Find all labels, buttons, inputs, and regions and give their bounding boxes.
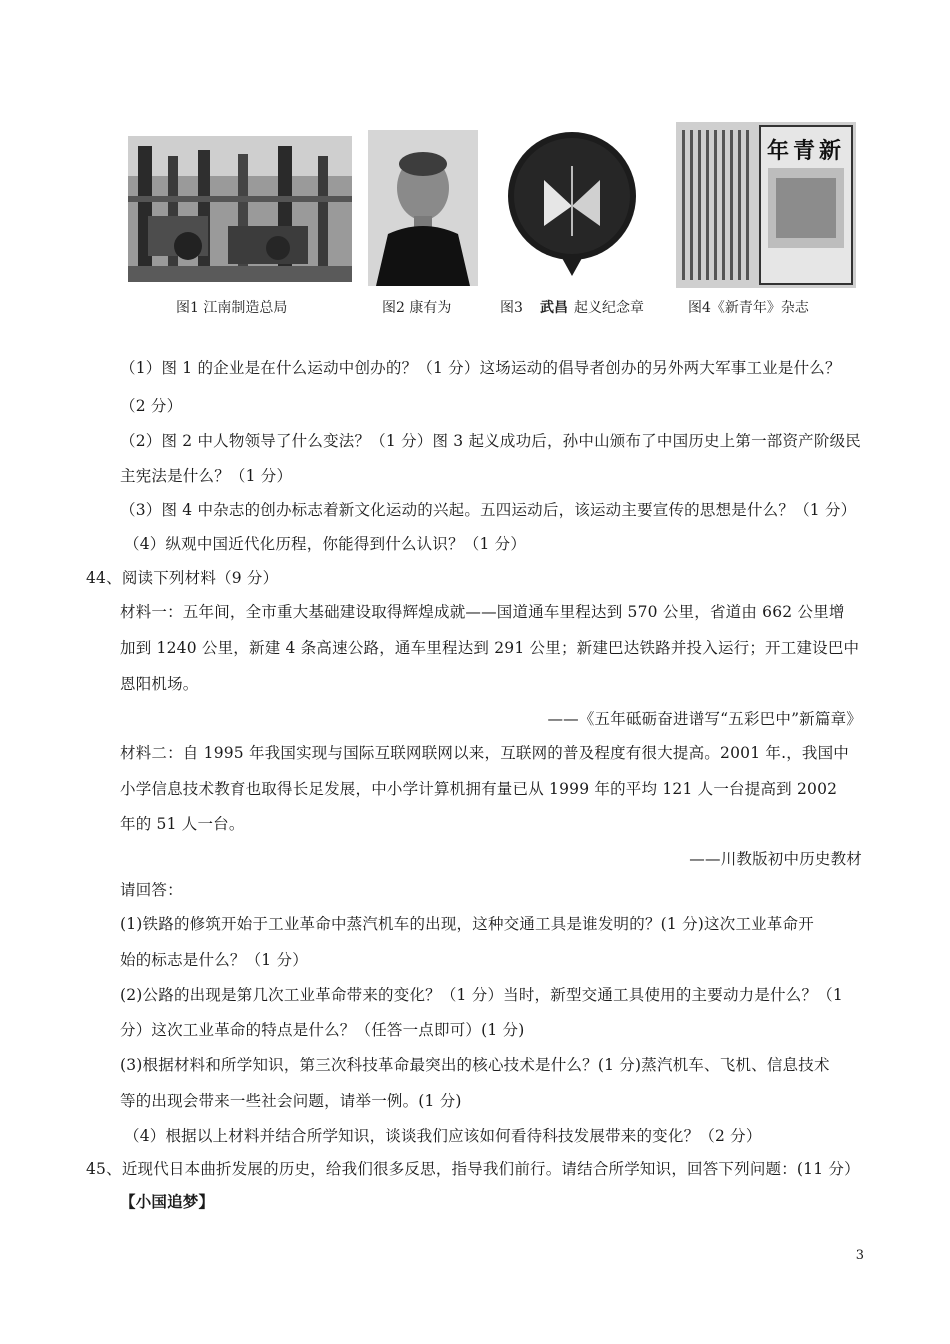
q44-material-1-source: ——《五年砥砺奋进谱写“五彩巴中”新篇章》 — [547, 710, 862, 728]
figure-2-caption: 图2 康有为 — [382, 300, 452, 316]
figure-3-caption-wuchang: 武昌 — [540, 300, 568, 316]
factory-photo-image — [128, 136, 352, 282]
q44-title: 44、阅读下列材料（9 分） — [86, 569, 279, 587]
q44-material-2-line-1: 材料二：自 1995 年我国实现与国际互联网联网以来，互联网的普及程度有很大提高。2001 年.，我国中 — [120, 744, 850, 762]
q43-item-1-line-1: （1）图 1 的企业是在什么运动中创办的？（1 分）这场运动的倡导者创办的另外两大军事工业是什么？ — [120, 359, 841, 377]
q45-section-heading: 【小国追梦】 — [120, 1192, 215, 1211]
portrait-image — [368, 130, 478, 286]
q44-ask-label: 请回答： — [120, 881, 183, 899]
q44-answer-1-line-1: (1)铁路的修筑开始于工业革命中蒸汽机车的出现，这种交通工具是谁发明的？(1 分)这次工业革命开 — [120, 915, 814, 933]
q44-material-2-line-3: 年的 51 人一台。 — [120, 815, 245, 833]
figure-1-factory-photo — [128, 136, 352, 282]
q44-material-1-line-1: 材料一：五年间，全市重大基础建设取得辉煌成就——国道通车里程达到 570 公里，省道由 662 公里增 — [120, 603, 845, 621]
figure-1-caption: 图1 江南制造总局 — [176, 300, 288, 316]
q44-material-2-line-2: 小学信息技术教育也取得长足发展，中小学计算机拥有量已从 1999 年的平均 121 人一台提高到 2002 — [120, 780, 838, 798]
q44-material-2-source: ——川教版初中历史教材 — [689, 850, 862, 868]
q44-answer-3-line-2: 等的出现会带来一些社会问题，请举一例。(1 分) — [120, 1092, 462, 1110]
figure-3-caption-rest: 起义纪念章 — [574, 300, 644, 316]
q44-answer-2-line-1: (2)公路的出现是第几次工业革命带来的变化？（1 分）当时，新型交通工具使用的主要动力是什么？（1 — [120, 986, 843, 1004]
q43-item-2-line-2: 主宪法是什么？（1 分） — [120, 467, 293, 485]
figure-4-caption: 图4《新青年》杂志 — [688, 300, 809, 316]
q45-title: 45、近现代日本曲折发展的历史，给我们很多反思，指导我们前行。请结合所学知识，回答下列问题：(11 分） — [86, 1160, 860, 1178]
q44-answer-1-line-2: 始的标志是什么？（1 分） — [120, 951, 308, 969]
figure-3-caption-label: 图3 — [500, 300, 523, 316]
magazine-masthead: 年青新 — [766, 138, 845, 164]
figure-3-medal — [504, 126, 640, 282]
figure-2-portrait — [368, 130, 478, 286]
q43-item-3: （3）图 4 中杂志的创办标志着新文化运动的兴起。五四运动后，该运动主要宣传的思想是什么？（1 分） — [120, 501, 857, 519]
q44-answer-3-line-1: (3)根据材料和所学知识，第三次科技革命最突出的核心技术是什么？(1 分)蒸汽机车、飞机、信息技术 — [120, 1056, 830, 1074]
q43-item-2-line-1: （2）图 2 中人物领导了什么变法？（1 分）图 3 起义成功后，孙中山颁布了中国历史上第一部资产阶级民 — [120, 432, 861, 450]
q44-material-1-line-2: 加到 1240 公里，新建 4 条高速公路，通车里程达到 291 公里；新建巴达铁路并投入运行；开工建设巴中 — [120, 639, 860, 657]
q44-answer-4: （4）根据以上材料并结合所学知识，谈谈我们应该如何看待科技发展带来的变化？（2 分） — [124, 1127, 762, 1145]
q43-item-4: （4）纵观中国近代化历程，你能得到什么认识？（1 分） — [124, 535, 527, 553]
q44-material-1-line-3: 恩阳机场。 — [120, 675, 199, 693]
page-number: 3 — [855, 1248, 864, 1263]
q44-answer-2-line-2: 分）这次工业革命的特点是什么？（任答一点即可）(1 分) — [120, 1021, 525, 1039]
figure-strip — [120, 120, 860, 330]
figure-4-magazine — [676, 122, 856, 288]
medal-image — [504, 126, 640, 282]
q43-item-1-line-2: （2 分） — [120, 397, 183, 415]
